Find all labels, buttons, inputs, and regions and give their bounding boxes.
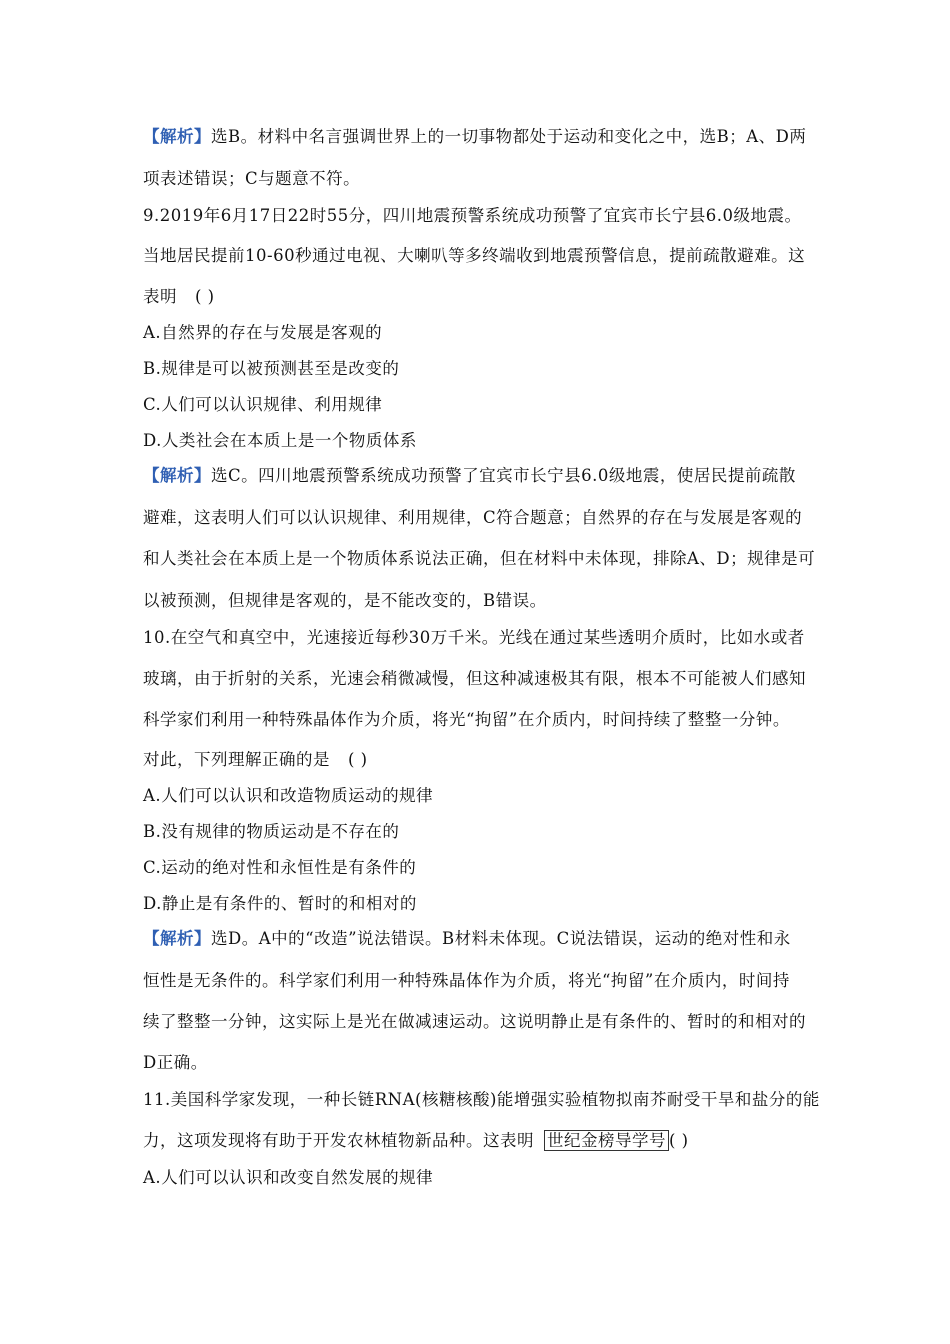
question-9-line-3: 表明 ( )	[143, 287, 215, 306]
question-9-option-c: C.人们可以认识规律、利用规律	[143, 395, 383, 414]
source-label-box: 世纪金榜导学号	[544, 1130, 669, 1151]
question-11-option-a: A.人们可以认识和改变自然发展的规律	[143, 1168, 434, 1187]
analysis-tag: 【解析】	[143, 466, 211, 485]
question-10-option-a: A.人们可以认识和改造物质运动的规律	[143, 786, 434, 805]
analysis-10-line-2: 恒性是无条件的。科学家们利用一种特殊晶体作为介质，将光“拘留”在介质内，时间持	[143, 971, 790, 990]
question-10-line-1: 10.在空气和真空中，光速接近每秒30万千米。光线在通过某些透明介质时，比如水或者	[143, 628, 805, 647]
question-11-line-2: 力，这项发现将有助于开发农林植物新品种。这表明 世纪金榜导学号 ( )	[143, 1131, 689, 1150]
question-9-option-d: D.人类社会在本质上是一个物质体系	[143, 431, 417, 450]
question-11-line-1: 11.美国科学家发现，一种长链RNA(核糖核酸)能增强实验植物拟南芥耐受干旱和盐分的能	[143, 1090, 820, 1109]
analysis-10-line-4: D正确。	[143, 1053, 208, 1072]
question-10-option-b: B.没有规律的物质运动是不存在的	[143, 822, 400, 841]
question-10-line-2: 玻璃，由于折射的关系，光速会稍微减慢，但这种减速极其有限，根本不可能被人们感知	[143, 669, 806, 688]
question-9-line-1: 9.2019年6月17日22时55分，四川地震预警系统成功预警了宜宾市长宁县6.0级地震。	[143, 206, 802, 225]
question-9-line-2: 当地居民提前10-60秒通过电视、大喇叭等多终端收到地震预警信息，提前疏散避难。这	[143, 246, 806, 265]
question-9-option-a: A.自然界的存在与发展是客观的	[143, 323, 383, 342]
question-10-option-d: D.静止是有条件的、暂时的和相对的	[143, 894, 417, 913]
analysis-8-line-1: 【解析】选B。材料中名言强调世界上的一切事物都处于运动和变化之中，选B；A、D两	[143, 127, 807, 146]
question-10-line-3: 科学家们利用一种特殊晶体作为介质，将光“拘留”在介质内，时间持续了整整一分钟。	[143, 710, 790, 729]
analysis-9-line-3: 和人类社会在本质上是一个物质体系说法正确，但在材料中未体现，排除A、D；规律是可	[143, 549, 816, 568]
analysis-tag: 【解析】	[143, 127, 211, 146]
analysis-10-line-1: 【解析】选D。A中的“改造”说法错误。B材料未体现。C说法错误，运动的绝对性和永	[143, 929, 791, 948]
question-10-option-c: C.运动的绝对性和永恒性是有条件的	[143, 858, 417, 877]
answer-paren: ( )	[669, 1131, 689, 1150]
analysis-9-line-1: 【解析】选C。四川地震预警系统成功预警了宜宾市长宁县6.0级地震，使居民提前疏散	[143, 466, 796, 485]
answer-paren: ( )	[195, 287, 215, 306]
analysis-9-line-2: 避难，这表明人们可以认识规律、利用规律，C符合题意；自然界的存在与发展是客观的	[143, 508, 803, 527]
analysis-tag: 【解析】	[143, 929, 211, 948]
question-9-option-b: B.规律是可以被预测甚至是改变的	[143, 359, 400, 378]
analysis-9-line-4: 以被预测，但规律是客观的，是不能改变的，B错误。	[143, 591, 547, 610]
answer-paren: ( )	[348, 750, 368, 769]
analysis-8-line-2: 项表述错误；C与题意不符。	[143, 169, 361, 188]
analysis-10-line-3: 续了整整一分钟，这实际上是光在做减速运动。这说明静止是有条件的、暂时的和相对的	[143, 1012, 806, 1031]
question-10-line-4: 对此，下列理解正确的是 ( )	[143, 750, 368, 769]
